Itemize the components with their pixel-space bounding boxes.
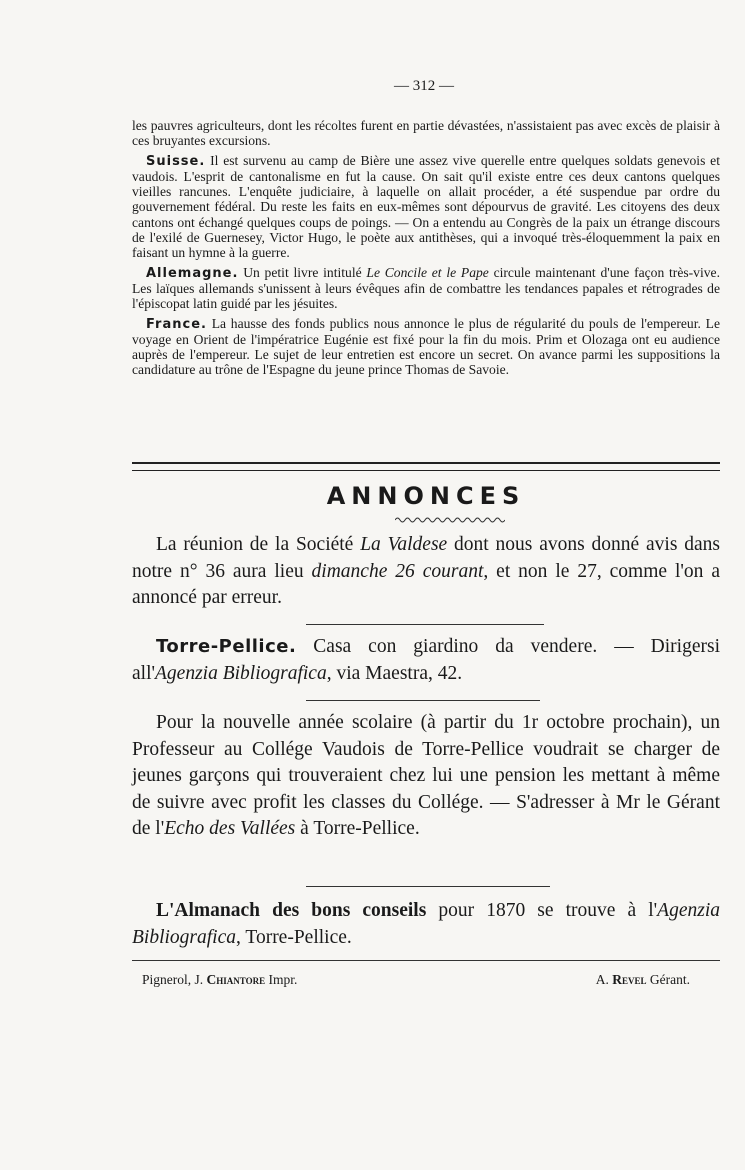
manager-credit (596, 972, 690, 988)
ad3-text-1: Pour la nouvelle année scolaire (à partir du 1r octobre prochain), un Professeur au Collége Vaudois de Torre-Pellice voudrait se charger de jeunes garçons qui trouveraient chez lui une pension les mettant à même de suivre avec profit les classes du Collége. — S'adresser à Mr le Gérant de l' (132, 712, 720, 839)
ad-valdese (132, 532, 720, 612)
printer-credit (142, 972, 297, 988)
ad2-agency: Agenzia Bibliografica (155, 662, 327, 684)
ad3-newspaper: Echo des Vallées (164, 818, 296, 839)
country-label-suisse: Suisse. (146, 153, 206, 169)
annonces-title: ANNONCES (326, 482, 526, 510)
ad2-text-2: , via Maestra, 42. (326, 662, 463, 684)
country-label-france: France. (146, 316, 207, 332)
ad1-society-name: La Valdese (360, 534, 448, 555)
printer-name: Chiantore (206, 972, 266, 987)
ad-almanach (132, 898, 720, 951)
printer-prefix: Pignerol, J. (142, 972, 207, 987)
ad1-text-1: La réunion de la Société (156, 534, 361, 555)
news-paragraph-allemagne (132, 265, 720, 312)
ad1-text-2: dont nous avons donné avis dans notre n° 36 aura lieu (132, 534, 720, 582)
manager-suffix: Gérant. (646, 972, 690, 987)
country-label-allemagne: Allemagne. (146, 265, 239, 281)
book-title: Le Concile et le Pape (366, 264, 489, 280)
allemagne-text-1: Un petit livre intitulé (238, 264, 367, 280)
ad1-date: dimanche 26 courant (311, 560, 484, 582)
ad-separator (306, 700, 540, 701)
ad4-text-2: , Torre-Pellice. (236, 926, 352, 948)
ad-separator (306, 624, 544, 625)
wavy-ornament (395, 516, 505, 524)
footer-rule (132, 960, 720, 961)
news-paragraph-continued: les pauvres agriculteurs, dont les récoltes furent en partie dévastées, n'assistaient pas avec excès de plaisir à ces bruyantes excursions. (132, 118, 720, 149)
allemagne-text-2: circule maintenant d'une façon très-vive. Les laïques allemands s'unissent à leurs évêques afin de combattre les tendances papales et rétrogrades de l'épiscopat latin guidé par les jésuites. (132, 264, 720, 312)
ad1-text-3: , et non le 27, comme l'on a annoncé par erreur. (132, 560, 720, 608)
news-paragraph-france (132, 316, 720, 378)
ad3-text-2: à Torre-Pellice. (295, 818, 420, 839)
ad-torre-pellice (132, 634, 720, 687)
ad4-agency: Agenzia Bibliografica (132, 900, 720, 948)
manager-prefix: A. (595, 972, 613, 987)
ad2-heading: Torre-Pellice. (156, 636, 297, 657)
printer-suffix: Impr. (265, 972, 298, 987)
manager-name: Revel (612, 972, 647, 987)
section-divider (132, 462, 720, 471)
ad-separator (306, 886, 550, 887)
page-number: — 312 — (394, 78, 454, 94)
news-paragraph-suisse (132, 153, 720, 261)
ad4-text-1: pour 1870 se trouve à l' (426, 900, 658, 921)
ad-pension (132, 710, 720, 843)
ad2-text-1: Casa con giardino da vendere. — Dirigersi all' (132, 636, 720, 684)
france-text: La hausse des fonds publics nous annonce le plus de régularité du pouls de l'empereur. Le voyage en Orient de l'impératrice Eugénie est fixé pour la fin du mois. Prim et Olozaga ont eu audience auprès de l'empereur. Le sujet de leur entretien est encore un secret. On avance parmi les suppositions la candidature au trône de l'Espagne du jeune prince Thomas de Savoie. (132, 315, 720, 378)
ad4-heading: L'Almanach des bons conseils (156, 900, 427, 921)
suisse-text: Il est survenu au camp de Bière une assez vive querelle entre quelques soldats genevois et vaudois. L'esprit de cantonalisme en fut la cause. On sait qu'il existe entre ces deux cantons quelques vieilles rancunes. L'enquête judiciaire, à laquelle on allait procéder, a été suspendue par ordre du gouvernement fédéral. Du reste les faits en eux-mêmes sont dépourvus de gravité. Les citoyens des deux cantons ont échangé quelques coups de poings. — On a entendu au Congrès de la paix un étrange discours de l'exilé de Guernesey, Victor Hugo, le poète aux antithèses, qui a invoqué très-éloquemment la paix en faisant un hymne à la guerre. (132, 152, 720, 261)
news-section (132, 118, 720, 382)
